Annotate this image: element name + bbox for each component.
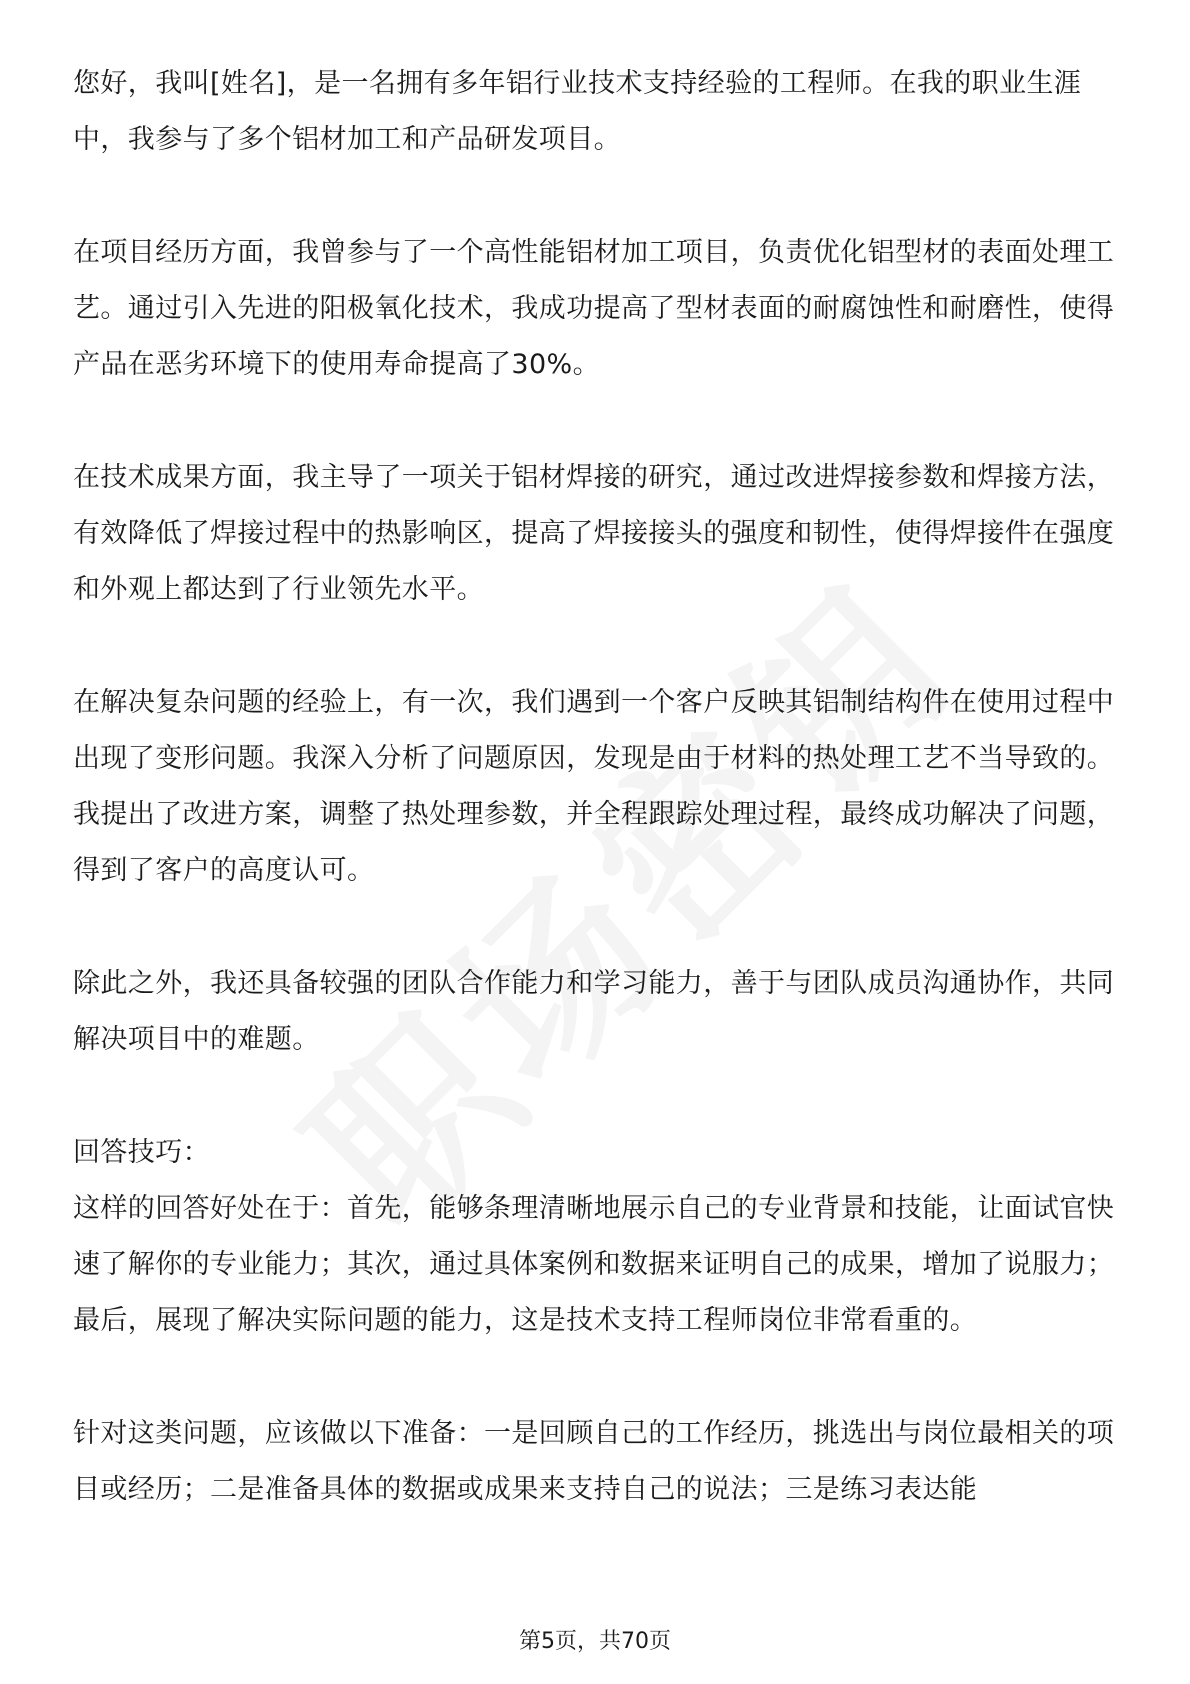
problem-solving-paragraph: 在解决复杂问题的经验上，有一次，我们遇到一个客户反映其铝制结构件在使用过程中出现了变形问题。我深入分析了问题原因，发现是由于材料的热处理工艺不当导致的。我提出了改进方案，调整了热处理参数，并全程跟踪处理过程，最终成功解决了问题，得到了客户的高度认可。 bbox=[73, 687, 1115, 886]
document-body bbox=[73, 56, 1123, 1575]
teamwork-paragraph: 除此之外，我还具备较强的团队合作能力和学习能力，善于与团队成员沟通协作，共同解决项目中的难题。 bbox=[73, 968, 1115, 1055]
project-experience-paragraph: 在项目经历方面，我曾参与了一个高性能铝材加工项目，负责优化铝型材的表面处理工艺。通过引入先进的阳极氧化技术，我成功提高了型材表面的耐腐蚀性和耐磨性，使得产品在恶劣环境下的使用寿命提高了30%。 bbox=[73, 237, 1115, 380]
technical-achievement-paragraph: 在技术成果方面，我主导了一项关于铝材焊接的研究，通过改进焊接参数和焊接方法，有效降低了焊接过程中的热影响区，提高了焊接接头的强度和韧性，使得焊接件在强度和外观上都达到了行业领先水平。 bbox=[73, 462, 1115, 605]
intro-paragraph: 您好，我叫[姓名]，是一名拥有多年铝行业技术支持经验的工程师。在我的职业生涯中，我参与了多个铝材加工和产品研发项目。 bbox=[73, 68, 1082, 155]
preparation-paragraph: 针对这类问题，应该做以下准备：一是回顾自己的工作经历，挑选出与岗位最相关的项目或经历；二是准备具体的数据或成果来支持自己的说法；三是练习表达能 bbox=[73, 1418, 1115, 1505]
tips-paragraph: 这样的回答好处在于：首先，能够条理清晰地展示自己的专业背景和技能，让面试官快速了解你的专业能力；其次，通过具体案例和数据来证明自己的成果，增加了说服力；最后，展现了解决实际问题的能力，这是技术支持工程师岗位非常看重的。 bbox=[73, 1193, 1115, 1336]
tips-heading: 回答技巧： bbox=[73, 1137, 210, 1168]
page-number: 第5页，共70页 bbox=[519, 1629, 671, 1654]
